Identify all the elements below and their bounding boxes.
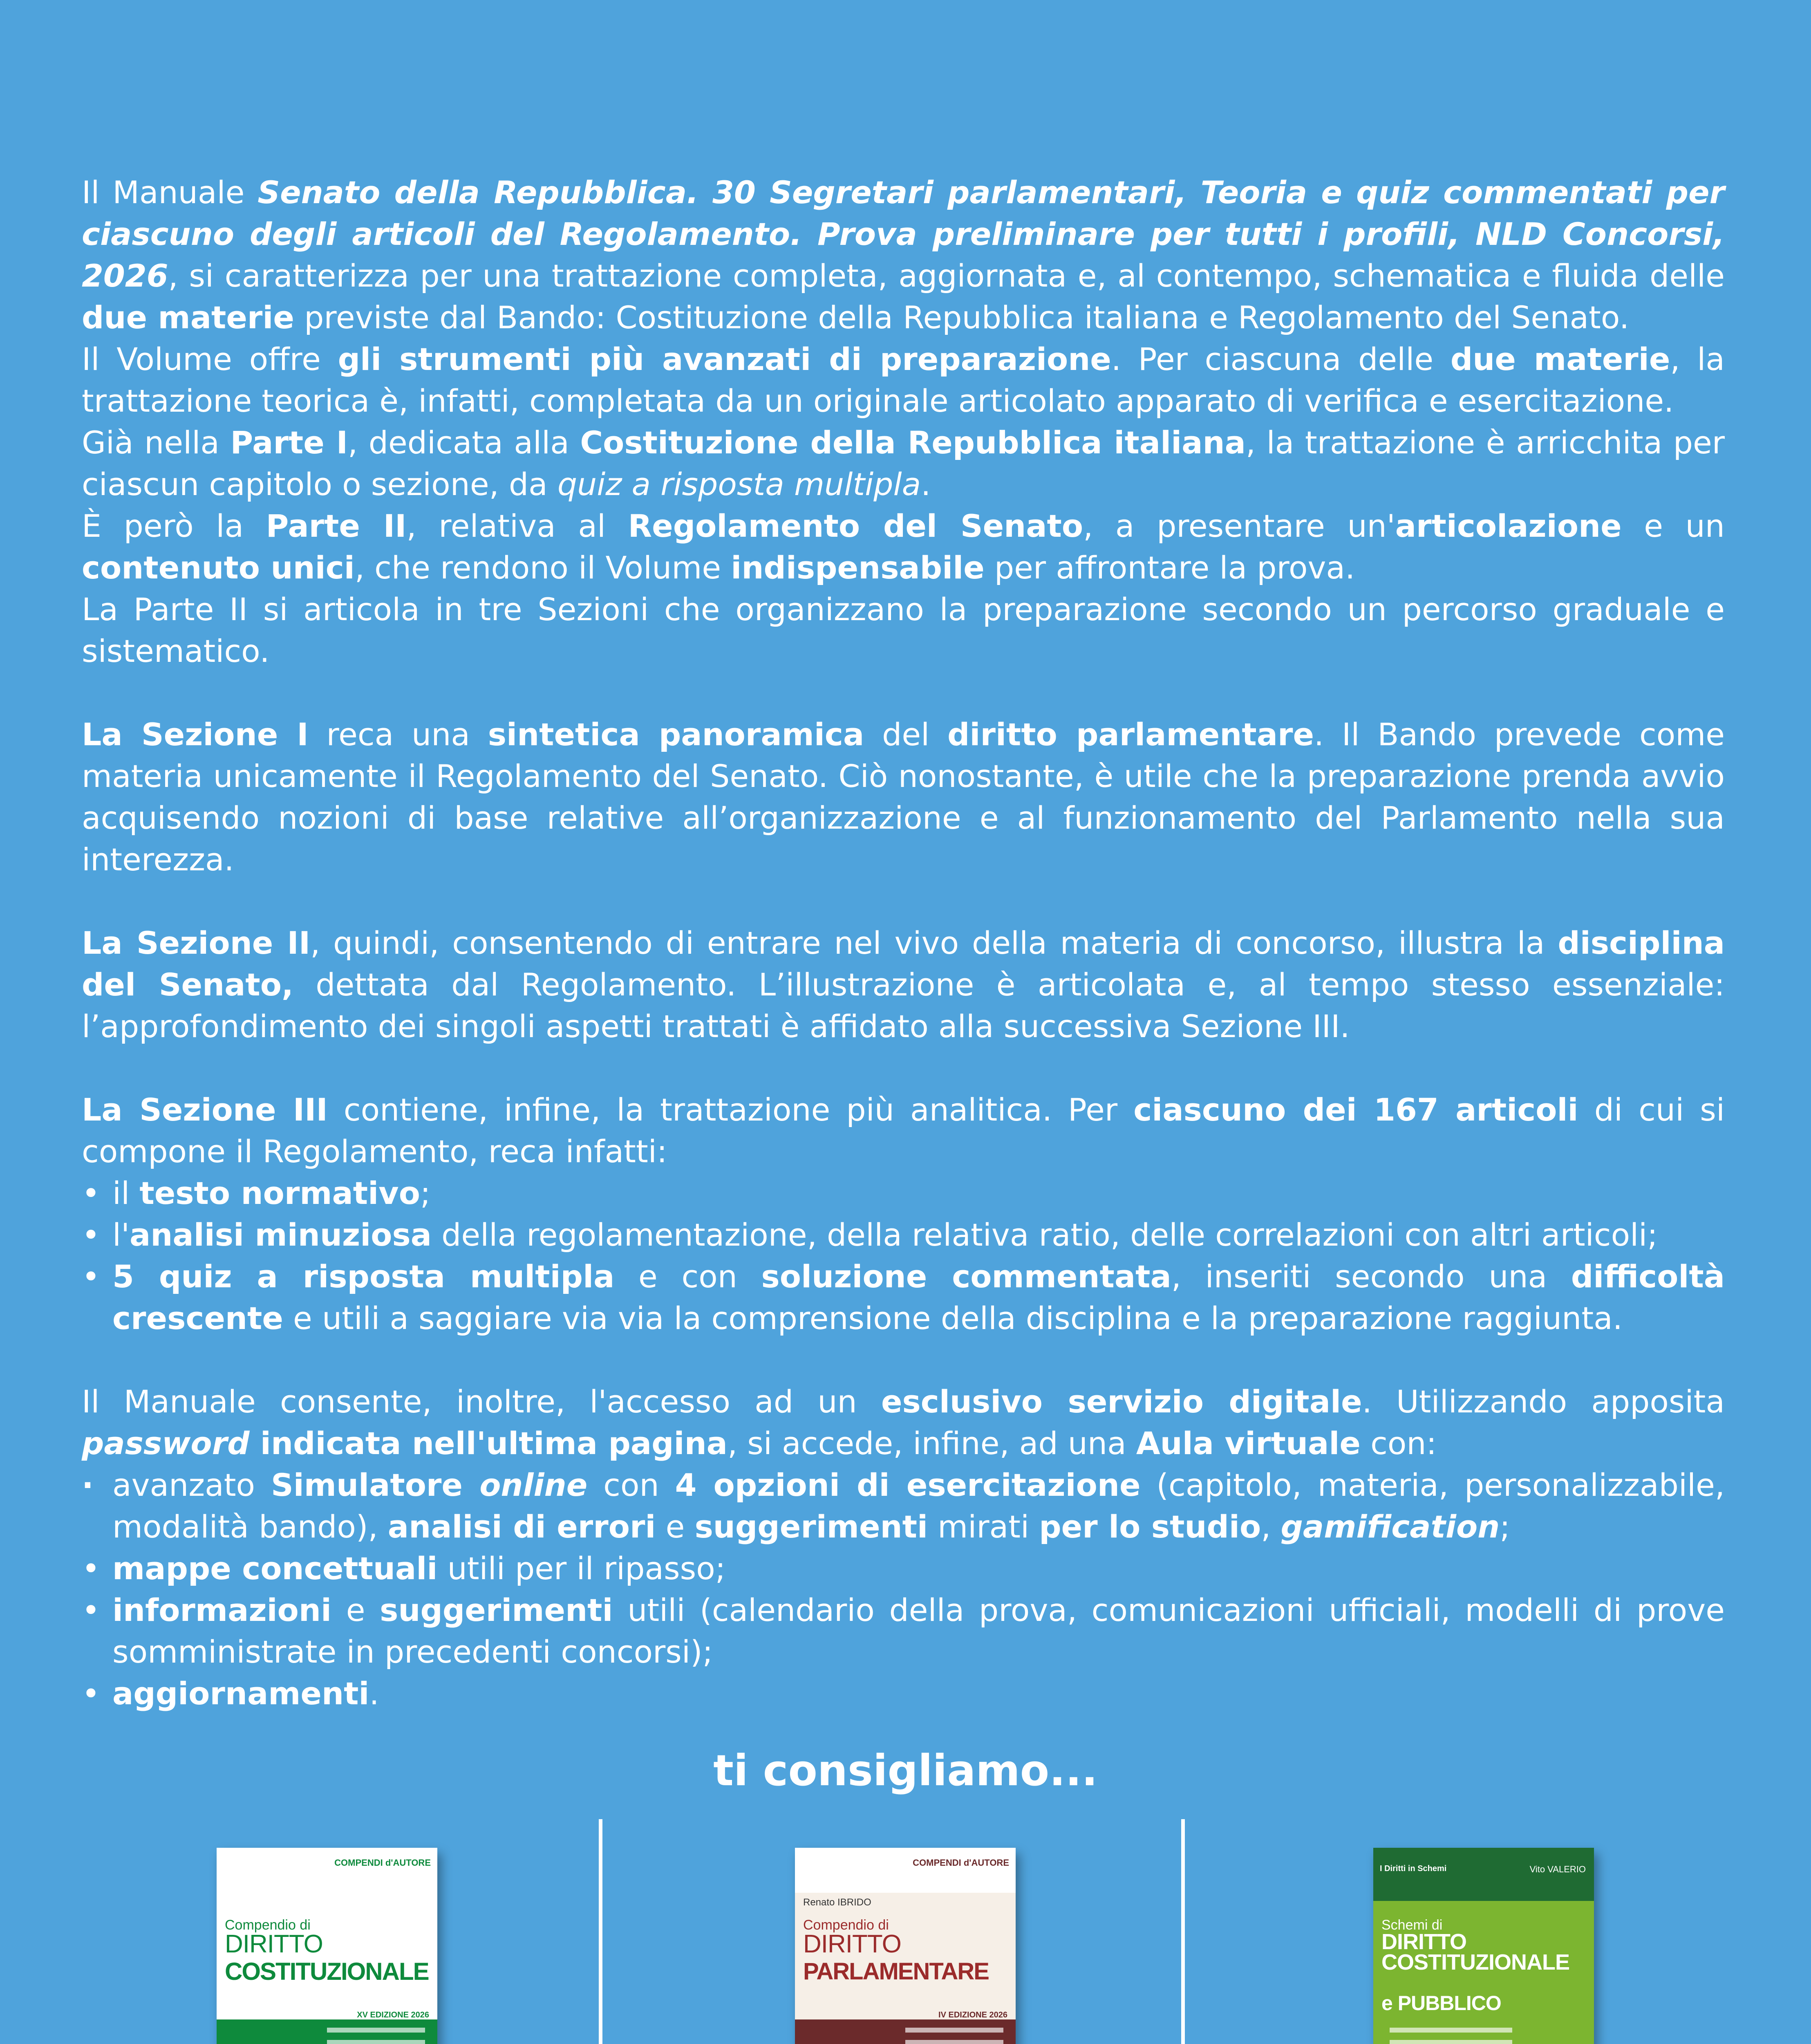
sezione-3-list [82, 1172, 1725, 1339]
recommended-book-3[interactable] [1279, 1819, 1688, 2044]
cover-author: Vito VALERIO [1529, 1864, 1586, 1874]
list-item: • 5 quiz a risposta multipla e con soluzione commentata, inseriti secondo una difficoltà crescente e utili a saggiare via via la comprensione della disciplina e la preparazione raggiunta. [82, 1256, 1725, 1339]
cover-small-title: Schemi di [1381, 1917, 1443, 1933]
list-item: • mappe concettuali utili per il ripasso; [82, 1548, 1725, 1589]
intro-paragraph-2: Il Volume offre gli strumenti più avanzati di preparazione. Per ciascuna delle due materie, la trattazione teorica è, infatti, completata da un originale articolato apparato di verifica e esercitazione. [82, 341, 1725, 419]
divider [599, 1819, 602, 2044]
cover-edition: IV EDIZIONE 2026 [938, 2010, 1007, 2019]
cover-small-title: Compendio di [225, 1917, 311, 1933]
digitale-list [82, 1464, 1725, 1715]
recommended-book-1[interactable] [123, 1819, 531, 2044]
description-text [82, 172, 1725, 1715]
recommended-book-2[interactable] [701, 1819, 1110, 2044]
cover-series: COMPENDI d'AUTORE [334, 1858, 431, 1868]
book-cover[interactable] [217, 1848, 437, 2044]
cover-author: Renato IBRIDO [803, 1897, 871, 1908]
intro-paragraph-4: È però la Parte II, relativa al Regolamento del Senato, a presentare un'articolazione e un contenuto unici, che rendono il Volume indispensabile per affrontare la prova. [82, 508, 1725, 586]
cover-big-title: e PUBBLICO [1381, 1992, 1501, 2015]
list-item: • aggiornamenti. [82, 1673, 1725, 1715]
intro-paragraph-1: Il Manuale Senato della Repubblica. 30 Segretari parlamentari, Teoria e quiz commentati per ciascuno degli articoli del Regolamento. Prova preliminare per tutti i profili, NLD Concorsi, 2026, si caratterizza per una trattazione completa, aggiornata e, al contempo, schematica e fluida delle due materie previste dal Bando: Costituzione della Repubblica italiana e Regolamento del Senato. [82, 174, 1725, 336]
digitale-paragraph: Il Manuale consente, inoltre, l'accesso ad un esclusivo servizio digitale. Utilizzando apposita password indicata nell'ultima pagina, si accede, infine, ad una Aula virtuale con: [82, 1383, 1725, 1461]
cover-edition: XV EDIZIONE 2026 [357, 2010, 429, 2019]
cover-big-title: PARLAMENTARE [803, 1958, 989, 1985]
list-item: • l'analisi minuziosa della regolamentazione, della relativa ratio, delle correlazioni con altri articoli; [82, 1214, 1725, 1256]
list-item: • il testo normativo; [82, 1172, 1725, 1214]
cover-big-title: COSTITUZIONALE [225, 1958, 429, 1985]
book-cover[interactable] [795, 1848, 1016, 2044]
cover-series: I Diritti in Schemi [1380, 1864, 1447, 1873]
book-cover[interactable] [1373, 1848, 1594, 2044]
divider [1181, 1819, 1185, 2044]
sezione-3-paragraph: La Sezione III contiene, infine, la trattazione più analitica. Per ciascuno dei 167 articoli di cui si compone il Regolamento, reca infatti: [82, 1091, 1725, 1170]
cover-main-title: DIRITTO [803, 1930, 901, 1958]
list-item: • informazioni e suggerimenti utili (calendario della prova, comunicazioni ufficiali, modelli di prove somministrate in precedenti concorsi); [82, 1589, 1725, 1673]
recommend-title: ti consigliamo... [713, 1746, 1098, 1795]
sezione-1-paragraph: La Sezione I reca una sintetica panoramica del diritto parlamentare. Il Bando prevede come materia unicamente il Regolamento del Senato. Ciò nonostante, è utile che la preparazione prenda avvio acquisendo nozioni di base relative all’organizzazione e al funzionamento del Parlamento nella sua interezza. [82, 716, 1725, 878]
cover-series: COMPENDI d'AUTORE [913, 1858, 1009, 1868]
sezione-2-paragraph: La Sezione II, quindi, consentendo di entrare nel vivo della materia di concorso, illustra la disciplina del Senato, dettata dal Regolamento. L’illustrazione è articolata e, al tempo stesso essenziale: l’approfondimento dei singoli aspetti trattati è affidato alla successiva Sezione III. [82, 925, 1725, 1044]
list-item: · avanzato Simulatore online con 4 opzioni di esercitazione (capitolo, materia, personalizzabile, modalità bando), analisi di errori e suggerimenti mirati per lo studio, gamification; [82, 1464, 1725, 1548]
intro-paragraph-3: Già nella Parte I, dedicata alla Costituzione della Repubblica italiana, la trattazione è arricchita per ciascun capitolo o sezione, da quiz a risposta multipla. [82, 424, 1725, 502]
cover-small-title: Compendio di [803, 1917, 889, 1933]
cover-main-title: DIRITTO COSTITUZIONALE [1381, 1930, 1569, 1975]
intro-paragraph-5: La Parte II si articola in tre Sezioni che organizzano la preparazione secondo un percorso graduale e sistematico. [82, 591, 1725, 669]
cover-main-title: DIRITTO [225, 1930, 323, 1958]
